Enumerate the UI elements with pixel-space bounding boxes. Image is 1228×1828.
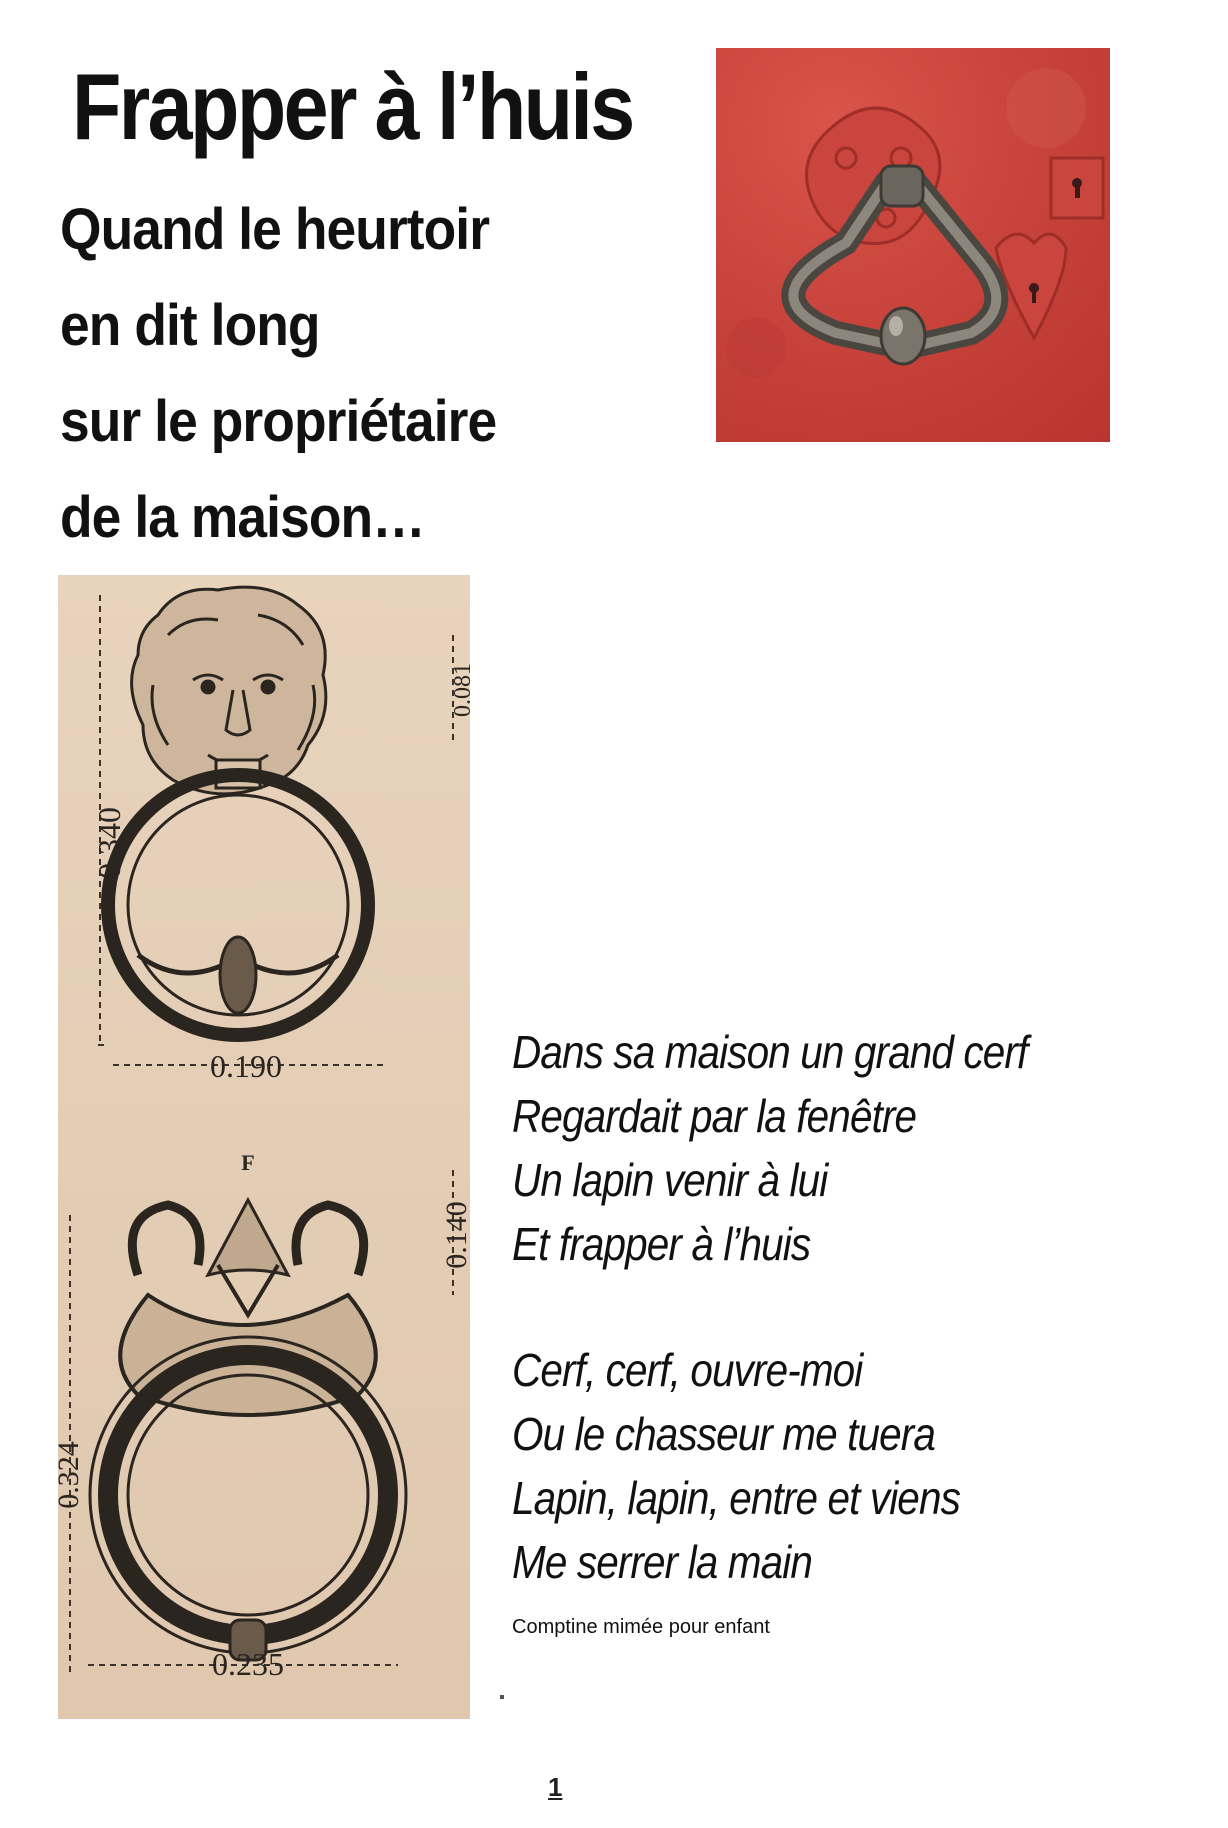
engraving-plate	[52, 575, 476, 1719]
subtitle	[60, 182, 534, 566]
poem-line: Dans sa maison un grand cerf	[512, 1026, 1028, 1078]
dim-upper-height: 0.340	[91, 807, 127, 879]
subtitle-line-1: Quand le heurtoir	[60, 197, 490, 262]
keyhole-plate	[1051, 158, 1103, 218]
door-knocker-photo	[716, 48, 1110, 442]
subtitle-line-2: en dit long	[60, 293, 320, 358]
subtitle-line-4: de la maison…	[60, 485, 425, 550]
poem-line: Regardait par la fenêtre	[512, 1090, 917, 1142]
dim-lower-height: 0.324	[52, 1441, 85, 1509]
page-title: Frapper à l’huis	[72, 54, 633, 159]
poem-line: Lapin, lapin, entre et viens	[512, 1472, 960, 1524]
dim-lower-side: 0.140	[440, 1201, 473, 1269]
poem	[512, 1020, 1098, 1594]
stanza-gap	[512, 1276, 1098, 1338]
stray-dot	[500, 1695, 504, 1699]
engraving-illustration	[52, 575, 476, 1719]
poem-line: Un lapin venir à lui	[512, 1154, 828, 1206]
lion-knocker	[108, 587, 368, 1035]
poem-line: Me serrer la main	[512, 1536, 812, 1588]
dim-upper-width: 0.190	[210, 1048, 282, 1084]
door-knocker-illustration	[716, 48, 1110, 442]
poem-line: Cerf, cerf, ouvre-moi	[512, 1344, 863, 1396]
page-number: 1	[548, 1772, 563, 1802]
dim-lower-width: 0.235	[212, 1646, 284, 1682]
subtitle-line-3: sur le propriétaire	[60, 389, 497, 454]
dim-upper-side: 0.081	[450, 663, 476, 717]
serpent-knocker	[90, 1200, 406, 1660]
plate-letter: F	[241, 1150, 255, 1175]
poem-line: Et frapper à l’huis	[512, 1218, 811, 1270]
poem-line: Ou le chasseur me tuera	[512, 1408, 936, 1460]
poem-caption: Comptine mimée pour enfant	[512, 1616, 770, 1638]
